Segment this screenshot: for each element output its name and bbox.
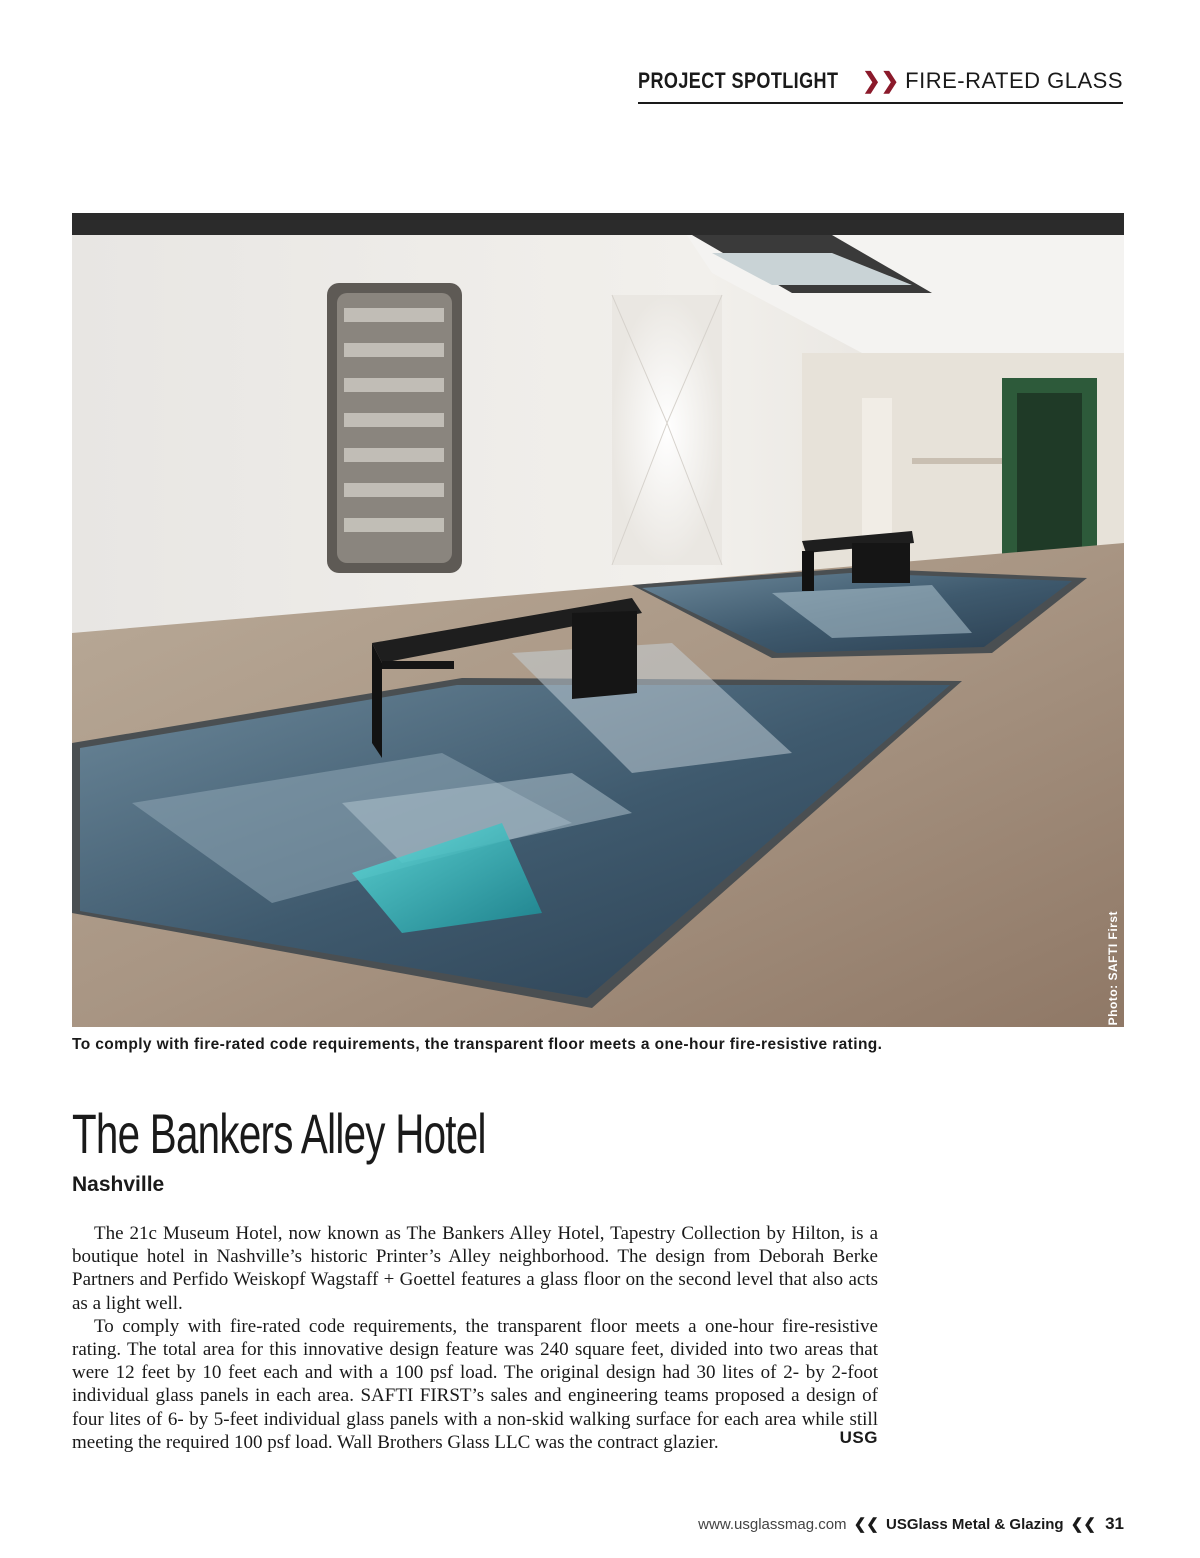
section-header (638, 68, 1123, 104)
paragraph-1: The 21c Museum Hotel, now known as The Bankers Alley Hotel, Tapestry Collection by Hilton, is a boutique hotel in Nashville’s historic Printer’s Alley neighborhood. The design from Deborah Berke Partners and Perfido Weiskopf Wagstaff + Goettel features a glass floor on the second level that also acts as a light well. (72, 1223, 878, 1314)
photo-caption: To comply with fire-rated code requirements, the transparent floor meets a one-hour fire-resistive rating. (72, 1036, 883, 1053)
end-mark: USG (839, 1428, 878, 1447)
footer-url[interactable]: www.usglassmag.com (698, 1516, 847, 1533)
section-label: PROJECT SPOTLIGHT (637, 68, 839, 93)
chevron-right-icon: ❯❯ (862, 68, 900, 93)
chevron-left-icon: ❮❮ (853, 1516, 879, 1533)
article-body (72, 1222, 878, 1454)
section-topic: FIRE-RATED GLASS (905, 68, 1123, 93)
chevron-left-icon-2: ❮❮ (1070, 1516, 1096, 1533)
page-number: 31 (1105, 1514, 1124, 1533)
article-title: The Bankers Alley Hotel (72, 1102, 486, 1165)
article-location: Nashville (72, 1173, 165, 1196)
photo-credit-label: Photo: SAFTI First (1106, 910, 1120, 1025)
gallery-photo (72, 213, 1124, 1027)
page-footer (698, 1514, 1124, 1534)
paragraph-2: To comply with fire-rated code requirements, the transparent floor meets a one-hour fire-resistive rating. The total area for this innovative design feature was 240 square feet, divided into two areas that were 12 feet by 10 feet each and with a 100 psf load. The original design had 30 lites of 2- by 2-foot individual glass panels in each area. SAFTI FIRST’s sales and engineering teams proposed a design of four lites of 6- by 5-feet individual glass panels with a non-skid walking surface for each area while still meeting the required 100 psf load. Wall Brothers Glass LLC was the contract glazier. (72, 1315, 878, 1453)
magazine-name: USGlass Metal & Glazing (886, 1516, 1064, 1533)
